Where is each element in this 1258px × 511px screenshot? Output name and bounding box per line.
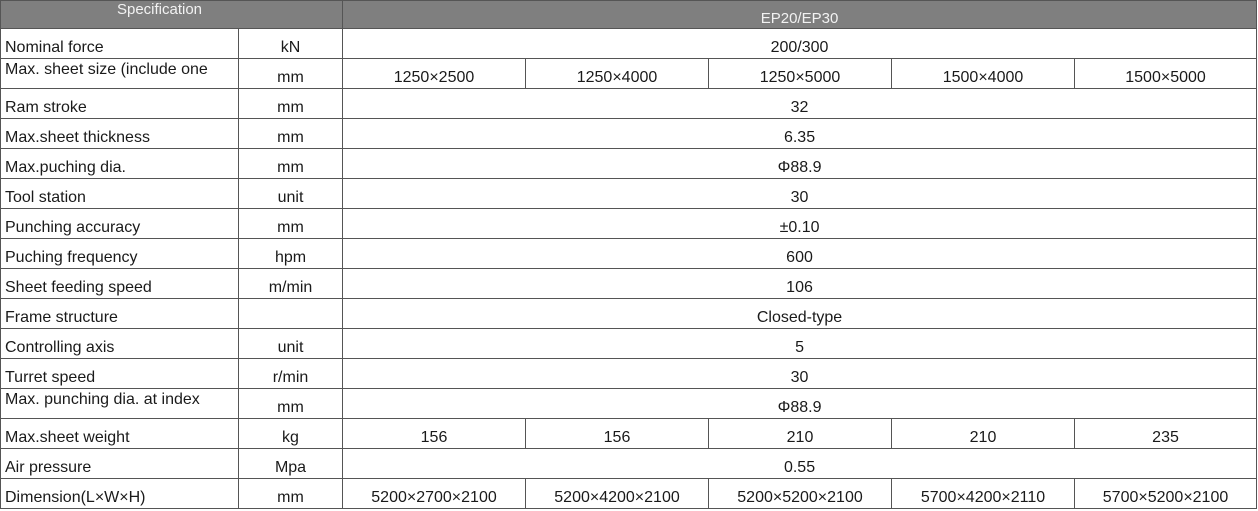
row-value-cell — [343, 299, 1257, 329]
row-value-cell — [709, 479, 892, 509]
row-value-cell — [526, 419, 709, 449]
row-value-cell — [343, 389, 1257, 419]
row-name-cell — [1, 269, 239, 299]
row-unit: mm — [277, 99, 304, 116]
row-unit: kg — [282, 429, 299, 446]
row-value: 6.35 — [783, 129, 816, 146]
row-unit-cell — [239, 29, 343, 59]
row-unit: mm — [277, 129, 304, 146]
row-value-cell — [343, 179, 1257, 209]
row-name-cell — [1, 29, 239, 59]
row-unit-cell — [239, 419, 343, 449]
row-name: Nominal force — [5, 39, 104, 56]
row-unit: unit — [277, 339, 304, 356]
row-unit: mm — [277, 69, 304, 86]
row-name: Max.sheet weight — [5, 429, 130, 446]
row-name: Max.puching dia. — [5, 159, 126, 176]
row-name-cell — [1, 419, 239, 449]
row-value: 0.55 — [783, 459, 816, 476]
row-value-cell — [709, 59, 892, 89]
row-unit-cell — [239, 149, 343, 179]
row-value: 1500×5000 — [1125, 69, 1206, 86]
row-value-cell — [343, 59, 526, 89]
row-value-cell — [1075, 419, 1257, 449]
row-name: Turret speed — [5, 369, 96, 386]
row-value-cell — [343, 119, 1257, 149]
row-value: 106 — [786, 279, 813, 296]
row-name: Ram stroke — [5, 99, 87, 116]
row-unit-cell — [239, 479, 343, 509]
row-unit-cell — [239, 89, 343, 119]
row-name: Air pressure — [5, 459, 92, 476]
table-row-nominal-force — [1, 29, 1257, 59]
row-value-cell — [892, 479, 1075, 509]
row-value: 5200×4200×2100 — [554, 489, 680, 506]
row-value-cell — [343, 209, 1257, 239]
row-value: 156 — [420, 429, 448, 446]
row-unit: hpm — [274, 249, 307, 266]
table-row-punching-frequency — [1, 239, 1257, 269]
row-unit-cell — [239, 269, 343, 299]
row-value: 600 — [786, 249, 813, 266]
row-value: 5700×4200×2110 — [920, 489, 1046, 506]
table-row-air-pressure — [1, 449, 1257, 479]
row-unit: unit — [277, 189, 304, 206]
row-name: Max. punching dia. at index — [5, 391, 200, 408]
row-name-cell — [1, 479, 239, 509]
row-name-cell — [1, 89, 239, 119]
row-unit-cell — [239, 119, 343, 149]
table-row-tool-station — [1, 179, 1257, 209]
specification-header-label: Specification — [116, 1, 203, 18]
model-header — [343, 1, 1257, 29]
row-unit: mm — [277, 219, 304, 236]
row-unit-cell — [239, 359, 343, 389]
row-unit: mm — [277, 489, 304, 506]
row-unit: m/min — [268, 279, 313, 296]
table-row-max-sheet-weight — [1, 419, 1257, 449]
row-unit: mm — [277, 399, 304, 416]
row-value-cell — [343, 449, 1257, 479]
row-name-cell — [1, 149, 239, 179]
row-name: Sheet feeding speed — [5, 279, 152, 296]
table-row-dimension — [1, 479, 1257, 509]
row-value: Φ88.9 — [777, 159, 822, 176]
table-row-ram-stroke — [1, 89, 1257, 119]
row-name-cell — [1, 239, 239, 269]
row-value-cell — [526, 59, 709, 89]
row-value: 5200×2700×2100 — [371, 489, 497, 506]
row-value: 1500×4000 — [942, 69, 1024, 86]
table-row-controlling-axis — [1, 329, 1257, 359]
row-unit: Mpa — [274, 459, 307, 476]
row-name-cell — [1, 359, 239, 389]
row-unit-cell — [239, 209, 343, 239]
row-unit-cell — [239, 389, 343, 419]
row-value: 5700×5200×2100 — [1102, 489, 1229, 506]
row-name: Max.sheet thickness — [5, 129, 150, 146]
table-row-turret-speed — [1, 359, 1257, 389]
table-header-row — [1, 1, 1257, 29]
row-value-cell — [892, 419, 1075, 449]
row-unit: kN — [280, 39, 301, 56]
row-name: Puching frequency — [5, 249, 138, 266]
row-name: Max. sheet size (include one — [5, 61, 208, 78]
row-value-cell — [343, 419, 526, 449]
row-value: 210 — [786, 429, 814, 446]
row-name-cell — [1, 389, 239, 419]
row-value: 235 — [1152, 429, 1179, 446]
row-value: 1250×2500 — [393, 69, 475, 86]
row-value: 5 — [795, 339, 804, 356]
row-value-cell — [343, 149, 1257, 179]
row-value-cell — [343, 89, 1257, 119]
row-unit-cell — [239, 179, 343, 209]
row-value: 156 — [603, 429, 631, 446]
row-name: Controlling axis — [5, 339, 115, 356]
table-row-frame-structure — [1, 299, 1257, 329]
table-row-max-sheet-size — [1, 59, 1257, 89]
row-value-cell — [526, 479, 709, 509]
row-value: 30 — [790, 369, 809, 386]
row-name-cell — [1, 59, 239, 89]
table-row-max-sheet-thickness — [1, 119, 1257, 149]
row-value-cell — [343, 479, 526, 509]
row-value-cell — [343, 29, 1257, 59]
specification-header — [1, 1, 343, 29]
row-name-cell — [1, 179, 239, 209]
row-value-cell — [343, 329, 1257, 359]
row-unit-cell — [239, 239, 343, 269]
row-unit-cell — [239, 299, 343, 329]
row-value: ±0.10 — [779, 219, 820, 236]
row-value: 1250×4000 — [576, 69, 658, 86]
row-unit-cell — [239, 449, 343, 479]
row-value-cell — [1075, 479, 1257, 509]
row-value: 210 — [969, 429, 997, 446]
row-value-cell — [343, 239, 1257, 269]
row-value: 200/300 — [770, 39, 829, 56]
row-unit: mm — [277, 159, 304, 176]
row-value: 1250×5000 — [759, 69, 841, 86]
row-value-cell — [343, 269, 1257, 299]
row-name-cell — [1, 209, 239, 239]
row-name-cell — [1, 449, 239, 479]
row-name: Frame structure — [5, 309, 118, 326]
table-row-max-punching-dia-at-index — [1, 389, 1257, 419]
row-name-cell — [1, 119, 239, 149]
table-row-punching-accuracy — [1, 209, 1257, 239]
row-name: Tool station — [5, 189, 86, 206]
row-value: 32 — [790, 99, 809, 116]
table-row-max-punching-dia — [1, 149, 1257, 179]
row-name: Dimension(L×W×H) — [5, 489, 146, 506]
model-header-label: EP20/EP30 — [760, 10, 839, 27]
row-name-cell — [1, 329, 239, 359]
row-value: Closed-type — [756, 309, 843, 326]
row-value-cell — [892, 59, 1075, 89]
row-value-cell — [709, 419, 892, 449]
row-value: 30 — [790, 189, 809, 206]
table-row-sheet-feeding-speed — [1, 269, 1257, 299]
row-value: 5200×5200×2100 — [737, 489, 863, 506]
row-unit-cell — [239, 329, 343, 359]
row-name: Punching accuracy — [5, 219, 141, 236]
row-name-cell — [1, 299, 239, 329]
row-unit: r/min — [272, 369, 309, 386]
row-unit-cell — [239, 59, 343, 89]
row-value: Φ88.9 — [777, 399, 822, 416]
row-value-cell — [343, 359, 1257, 389]
row-value-cell — [1075, 59, 1257, 89]
